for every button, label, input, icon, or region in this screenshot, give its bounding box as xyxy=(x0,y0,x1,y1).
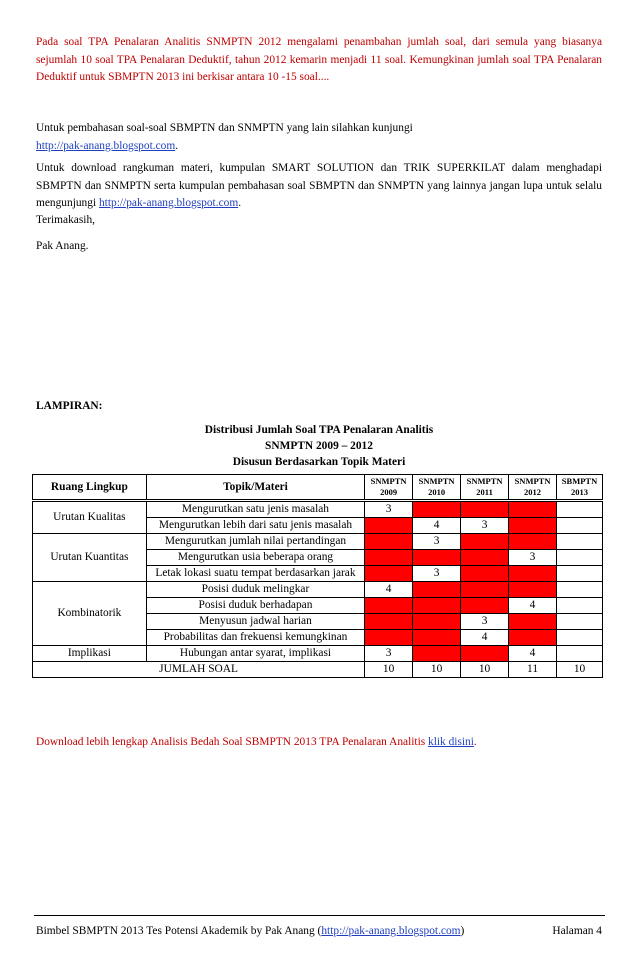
header-2009-a: SNMPTN xyxy=(370,476,407,486)
value-cell: 3 xyxy=(509,550,557,566)
footer-divider xyxy=(34,915,605,916)
header-2013 xyxy=(557,475,603,501)
header-2012 xyxy=(509,475,557,501)
highlight-cell xyxy=(413,582,461,598)
empty-cell xyxy=(557,534,603,550)
header-2009-b: 2009 xyxy=(380,487,398,497)
value-cell: 3 xyxy=(461,614,509,630)
page-number: Halaman 4 xyxy=(552,925,602,937)
total-2009: 10 xyxy=(365,662,413,678)
total-label: JUMLAH SOAL xyxy=(33,662,365,678)
footer-link[interactable]: http://pak-anang.blogspot.com xyxy=(321,925,461,937)
total-2013: 10 xyxy=(557,662,603,678)
download-info-paragraph xyxy=(36,160,602,213)
distribution-table xyxy=(32,474,603,678)
empty-cell xyxy=(557,630,603,646)
value-cell: 4 xyxy=(413,518,461,534)
empty-cell xyxy=(557,550,603,566)
total-2011: 10 xyxy=(461,662,509,678)
highlight-cell xyxy=(413,630,461,646)
highlight-cell xyxy=(413,614,461,630)
table-header-row xyxy=(33,475,603,501)
highlight-cell xyxy=(413,501,461,518)
highlight-cell xyxy=(461,598,509,614)
topic-cell: Menyusun jadwal harian xyxy=(146,614,364,630)
klik-disini-link[interactable]: klik disini xyxy=(428,736,474,748)
thanks-text: Terimakasih, xyxy=(36,214,95,226)
group-implikasi: Implikasi xyxy=(33,646,147,662)
highlight-cell xyxy=(509,614,557,630)
topic-cell: Mengurutkan lebih dari satu jenis masalah xyxy=(146,518,364,534)
topic-cell: Mengurutkan jumlah nilai pertandingan xyxy=(146,534,364,550)
table-title xyxy=(36,422,602,470)
period: . xyxy=(238,197,242,209)
empty-cell xyxy=(557,614,603,630)
pembahasan-paragraph xyxy=(36,120,602,155)
highlight-cell xyxy=(461,501,509,518)
highlight-cell xyxy=(365,534,413,550)
value-cell: 4 xyxy=(509,598,557,614)
value-cell: 4 xyxy=(365,582,413,598)
topic-cell: Mengurutkan satu jenis masalah xyxy=(146,501,364,518)
topic-cell: Hubungan antar syarat, implikasi xyxy=(146,646,364,662)
empty-cell xyxy=(557,646,603,662)
header-2010-b: 2010 xyxy=(428,487,446,497)
header-2010 xyxy=(413,475,461,501)
blog-link-2[interactable]: http://pak-anang.blogspot.com xyxy=(98,197,239,209)
table-title-line3: Disusun Berdasarkan Topik Materi xyxy=(232,456,406,468)
header-2010-a: SNMPTN xyxy=(418,476,455,486)
lampiran-heading: LAMPIRAN: xyxy=(36,400,103,412)
table-row xyxy=(33,534,603,550)
highlight-cell xyxy=(461,582,509,598)
signature-text: Pak Anang. xyxy=(36,240,89,252)
header-2013-b: 2013 xyxy=(571,487,588,497)
header-2013-a: SBMPTN xyxy=(561,476,598,486)
header-ruang: Ruang Lingkup xyxy=(33,475,147,501)
table-row xyxy=(33,582,603,598)
header-2012-a: SNMPTN xyxy=(514,476,551,486)
highlight-cell xyxy=(365,614,413,630)
highlight-cell xyxy=(413,646,461,662)
empty-cell xyxy=(557,566,603,582)
value-cell: 4 xyxy=(509,646,557,662)
value-cell: 3 xyxy=(365,646,413,662)
download-info-text: Untuk download rangkuman materi, kumpulan SMART SOLUTION dan TRIK SUPERKILAT dalam menghadapi SBMPTN dan SNMPTN serta kumpulan pembahasan soal SBMPTN dan SNMPTN yang lainnya jangan lupa untuk selalu mengunjungi xyxy=(36,162,602,209)
topic-cell: Posisi duduk berhadapan xyxy=(146,598,364,614)
page-footer xyxy=(36,925,602,937)
highlight-cell xyxy=(509,518,557,534)
highlight-cell xyxy=(365,550,413,566)
value-cell: 3 xyxy=(413,534,461,550)
value-cell: 3 xyxy=(413,566,461,582)
download-text: Download lebih lengkap Analisis Bedah Soal SBMPTN 2013 TPA Penalaran Analitis xyxy=(36,736,426,748)
group-urutan-kuantitas: Urutan Kuantitas xyxy=(33,534,147,582)
highlight-cell xyxy=(365,566,413,582)
topic-cell: Letak lokasi suatu tempat berdasarkan jarak xyxy=(146,566,364,582)
intro-paragraph: Pada soal TPA Penalaran Analitis SNMPTN 2012 mengalami penambahan jumlah soal, dari semula yang biasanya sejumlah 10 soal TPA Penalaran Deduktif, tahun 2012 kemarin menjadi 11 soal. Kemungkinan jumlah soal TPA Penalaran Deduktif untuk SBMPTN 2013 ini berkisar antara 10 -15 soal.... xyxy=(36,36,602,83)
empty-cell xyxy=(557,598,603,614)
highlight-cell xyxy=(461,566,509,582)
table-title-line1: Distribusi Jumlah Soal TPA Penalaran Analitis xyxy=(204,424,434,436)
highlight-cell xyxy=(365,630,413,646)
value-cell: 3 xyxy=(461,518,509,534)
table-row xyxy=(33,646,603,662)
total-2010: 10 xyxy=(413,662,461,678)
empty-cell xyxy=(557,582,603,598)
group-urutan-kualitas: Urutan Kualitas xyxy=(33,501,147,534)
total-2012: 11 xyxy=(509,662,557,678)
header-2011-a: SNMPTN xyxy=(466,476,503,486)
topic-cell: Mengurutkan usia beberapa orang xyxy=(146,550,364,566)
table-title-line2: SNMPTN 2009 – 2012 xyxy=(265,440,373,452)
value-cell: 3 xyxy=(365,501,413,518)
download-paragraph xyxy=(36,734,602,752)
pembahasan-text: Untuk pembahasan soal-soal SBMPTN dan SNMPTN yang lain silahkan kunjungi xyxy=(36,122,413,134)
highlight-cell xyxy=(509,566,557,582)
highlight-cell xyxy=(461,550,509,566)
highlight-cell xyxy=(509,630,557,646)
blog-link[interactable]: http://pak-anang.blogspot.com xyxy=(36,139,176,152)
topic-cell: Posisi duduk melingkar xyxy=(146,582,364,598)
topic-cell: Probabilitas dan frekuensi kemungkinan xyxy=(146,630,364,646)
header-2011-b: 2011 xyxy=(476,487,493,497)
empty-cell xyxy=(557,501,603,518)
highlight-cell xyxy=(509,582,557,598)
footer-text-close: ) xyxy=(460,925,465,937)
highlight-cell xyxy=(365,518,413,534)
group-kombinatorik: Kombinatorik xyxy=(33,582,147,646)
highlight-cell xyxy=(365,598,413,614)
period: . xyxy=(175,139,179,152)
highlight-cell xyxy=(509,501,557,518)
total-row xyxy=(33,662,603,678)
header-2009 xyxy=(365,475,413,501)
period: . xyxy=(473,736,477,748)
empty-cell xyxy=(557,518,603,534)
highlight-cell xyxy=(509,534,557,550)
highlight-cell xyxy=(461,646,509,662)
header-2011 xyxy=(461,475,509,501)
table-row xyxy=(33,501,603,518)
highlight-cell xyxy=(413,598,461,614)
value-cell: 4 xyxy=(461,630,509,646)
highlight-cell xyxy=(461,534,509,550)
header-2012-b: 2012 xyxy=(524,487,542,497)
highlight-cell xyxy=(413,550,461,566)
header-topik: Topik/Materi xyxy=(146,475,364,501)
footer-text: Bimbel SBMPTN 2013 Tes Potensi Akademik by Pak Anang ( xyxy=(36,925,322,937)
